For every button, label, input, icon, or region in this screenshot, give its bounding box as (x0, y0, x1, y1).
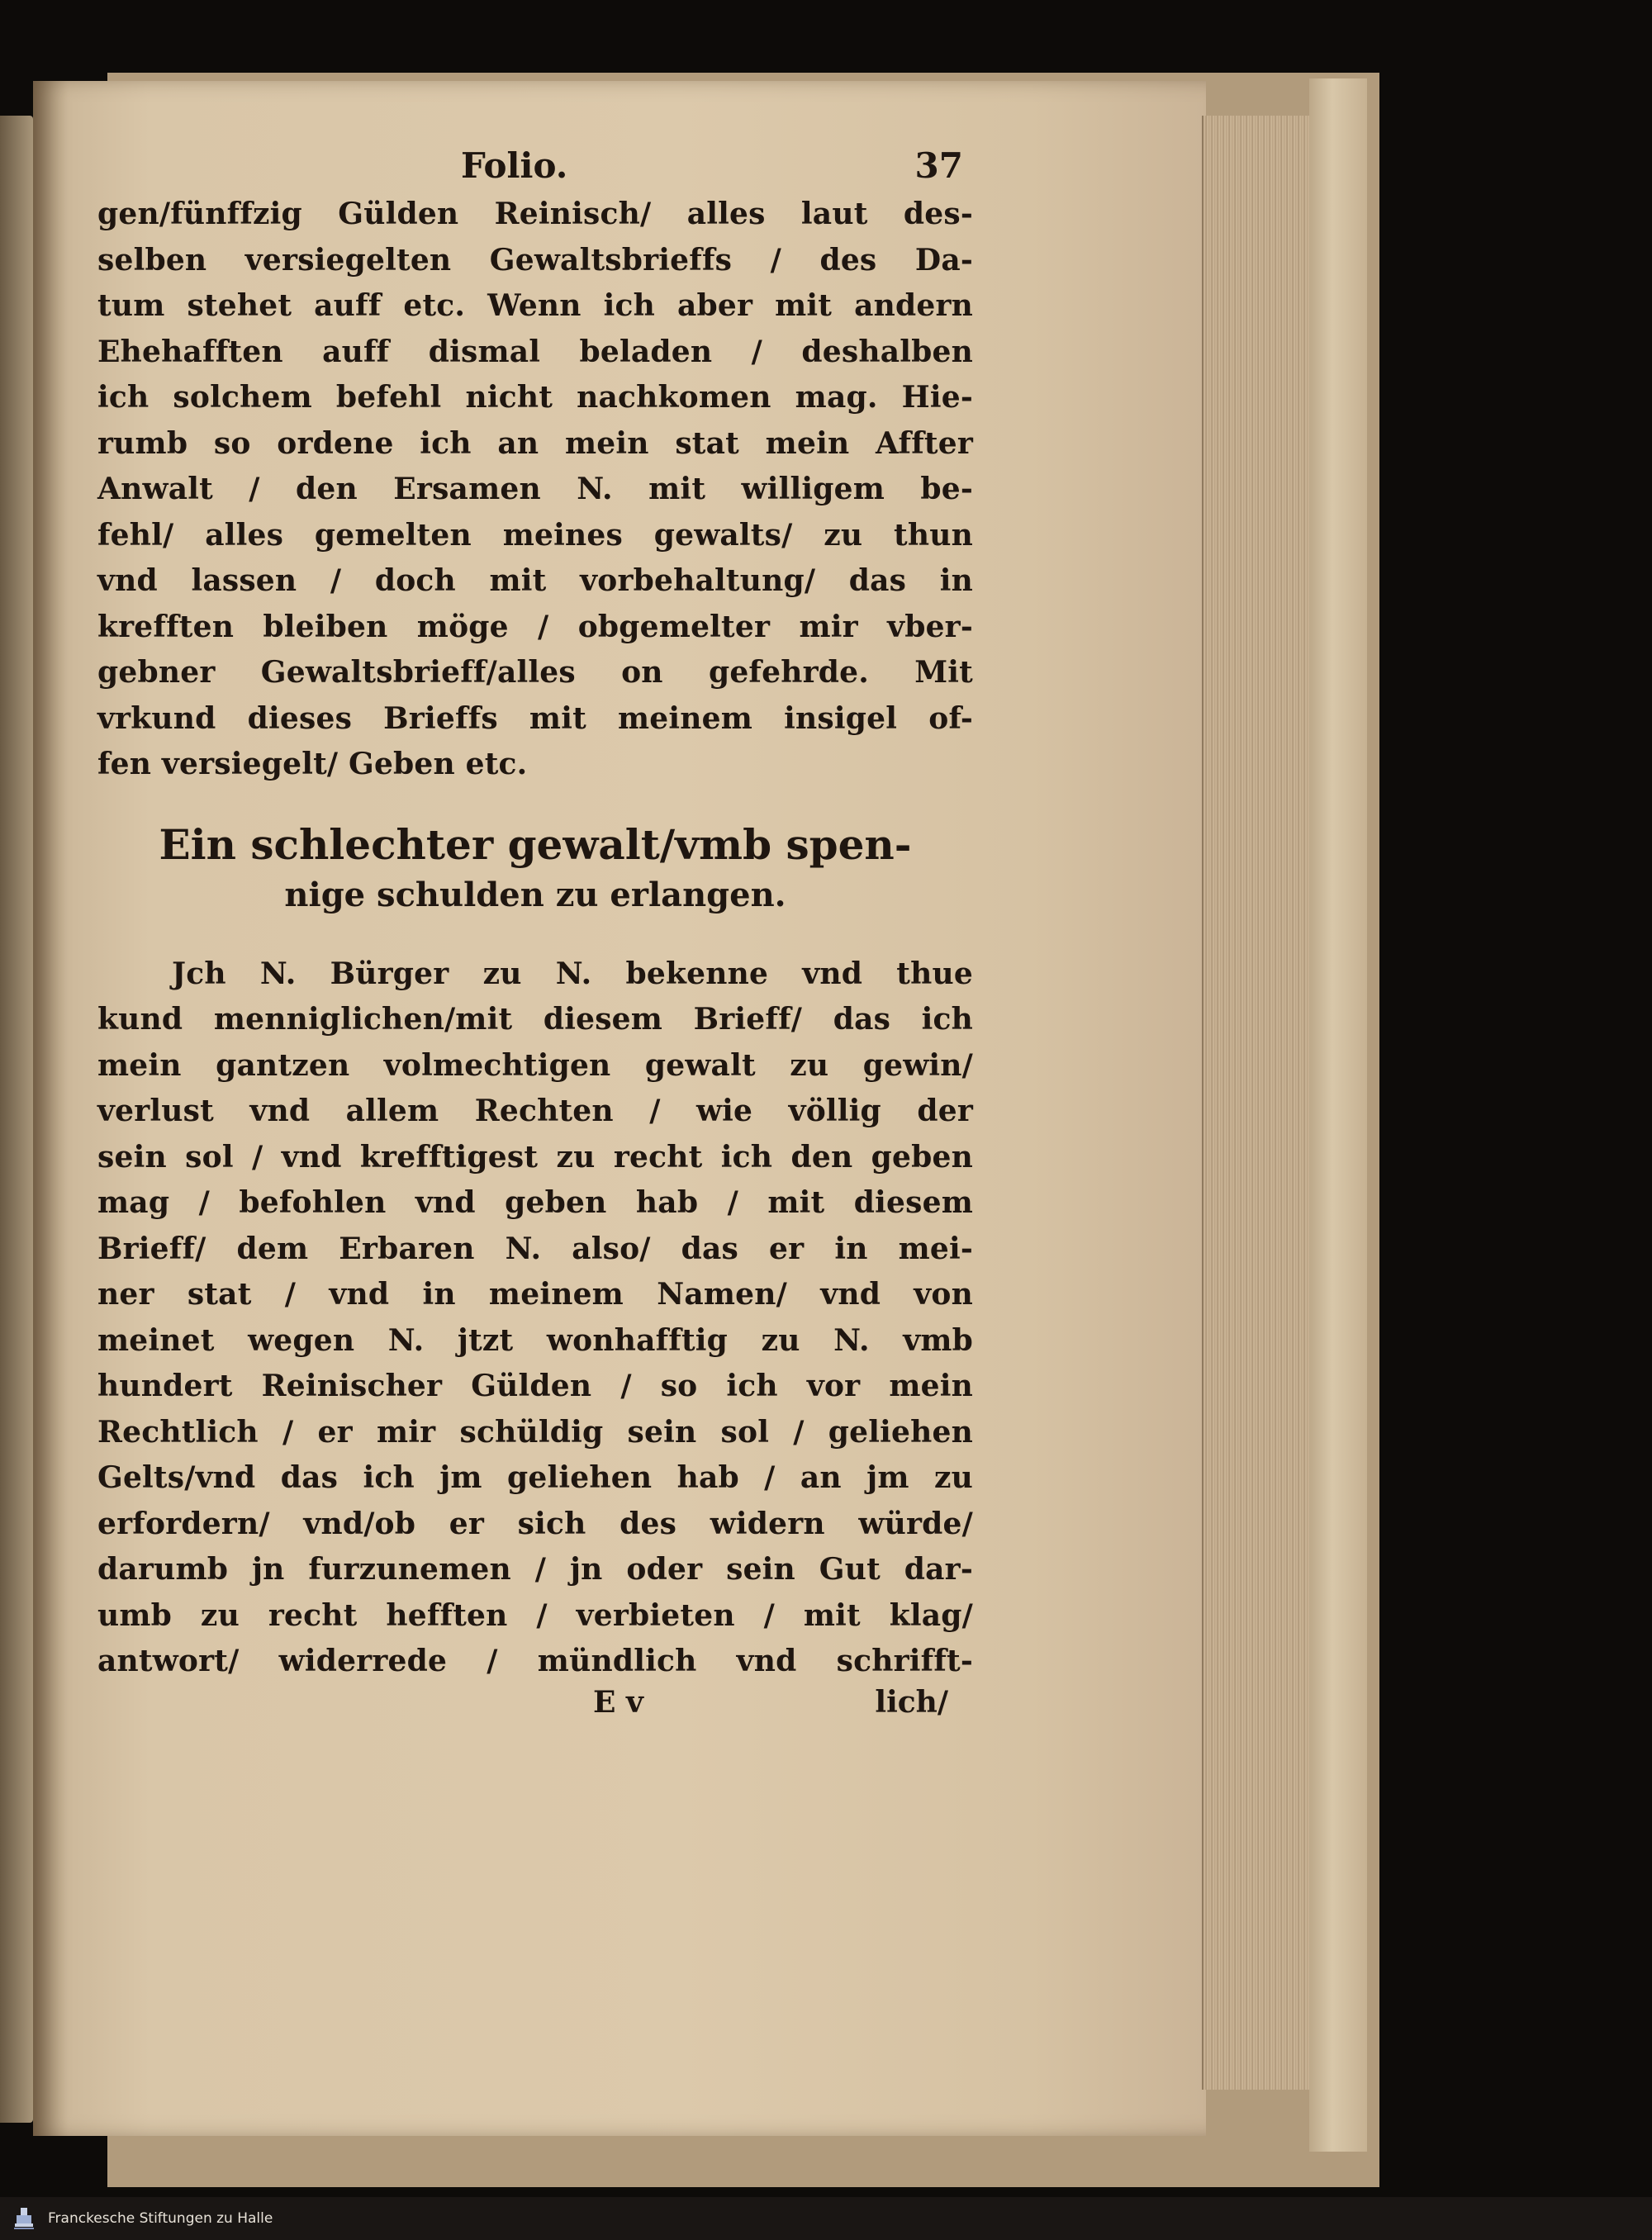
text-line: tum stehet auff etc. Wenn ich aber mit andern (97, 288, 973, 323)
book-cover-edge (1309, 78, 1367, 2152)
viewer-footer (0, 2197, 1652, 2240)
text-line: umb zu recht hefften / verbieten / mit klag/ (97, 1597, 973, 1633)
text-line: mag / befohlen vnd geben hab / mit diesem (97, 1185, 973, 1220)
text-line: erfordern/ vnd/ob er sich des widern würde/ (97, 1506, 973, 1541)
catchword: lich/ (875, 1684, 948, 1720)
text-line: hundert Reinischer Gülden / so ich vor mein (97, 1369, 973, 1403)
text-line: gebner Gewaltsbrieff/alles on gefehrde. Mit (97, 655, 973, 690)
paragraph-body (97, 952, 973, 1685)
text-line: krefften bleiben möge / obgemelter mir vber- (97, 609, 973, 644)
text-line: darumb jn furzunemen / jn oder sein Gut dar- (97, 1552, 973, 1587)
section-heading: Ein schlechter gewalt/vmb spen- (159, 819, 912, 869)
page-header (97, 142, 973, 192)
text-line: verlust vnd allem Rechten / wie völlig der (97, 1094, 973, 1128)
text-line: mein gantzen volmechtigen gewalt zu gewin/ (97, 1047, 973, 1083)
institution-name: Franckesche Stiftungen zu Halle (48, 2210, 273, 2227)
text-line: fen versiegelt/ Geben etc. (97, 747, 528, 781)
signature-mark: E v (593, 1684, 643, 1720)
section-heading-subline: nige schulden zu erlangen. (284, 875, 786, 914)
text-line: antwort/ widerrede / mündlich vnd schrifft- (97, 1644, 973, 1678)
left-page-edge (0, 116, 33, 2123)
text-line: vnd lassen / doch mit vorbehaltung/ das in (97, 563, 973, 598)
text-line: sein sol / vnd krefftigest zu recht ich den geben (97, 1139, 973, 1175)
text-line: Anwalt / den Ersamen N. mit willigem be- (97, 472, 973, 506)
text-line: meinet wegen N. jtzt wonhafftig zu N. vmb (97, 1322, 973, 1358)
paragraph-top (97, 192, 973, 788)
text-line: kund menniglichen/mit diesem Brieff/ das ich (97, 1002, 973, 1037)
text-line: gen/fünffzig Gülden Reinisch/ alles laut des- (97, 197, 973, 231)
text-line: ner stat / vnd in meinem Namen/ vnd von (97, 1277, 973, 1312)
page-number: 37 (914, 145, 963, 186)
text-line: Jch N. Bürger zu N. bekenne vnd thue (172, 956, 973, 991)
text-line: Ehehafften auff dismal beladen / deshalben (97, 334, 973, 369)
page-footer-line (97, 1685, 973, 1730)
page-edges (1202, 116, 1311, 2090)
text-line: Brieff/ dem Erbaren N. also/ das er in mei- (97, 1231, 973, 1266)
text-line: fehl/ alles gemelten meines gewalts/ zu thun (97, 517, 973, 553)
text-line: selben versiegelten Gewaltsbrieffs / des Da- (97, 242, 973, 278)
institution-logo-icon (12, 2204, 36, 2233)
text-line: rumb so ordene ich an mein stat mein Affter (97, 425, 973, 461)
text-line: Gelts/vnd das ich jm geliehen hab / an jm zu (97, 1460, 973, 1495)
running-head: Folio. (461, 145, 568, 186)
page-text (97, 142, 973, 1730)
text-line: vrkund dieses Brieffs mit meinem insigel of- (97, 700, 973, 736)
text-line: ich solchem befehl nicht nachkomen mag. Hie- (97, 380, 973, 415)
text-line: Rechtlich / er mir schüldig sein sol / geliehen (97, 1414, 973, 1450)
